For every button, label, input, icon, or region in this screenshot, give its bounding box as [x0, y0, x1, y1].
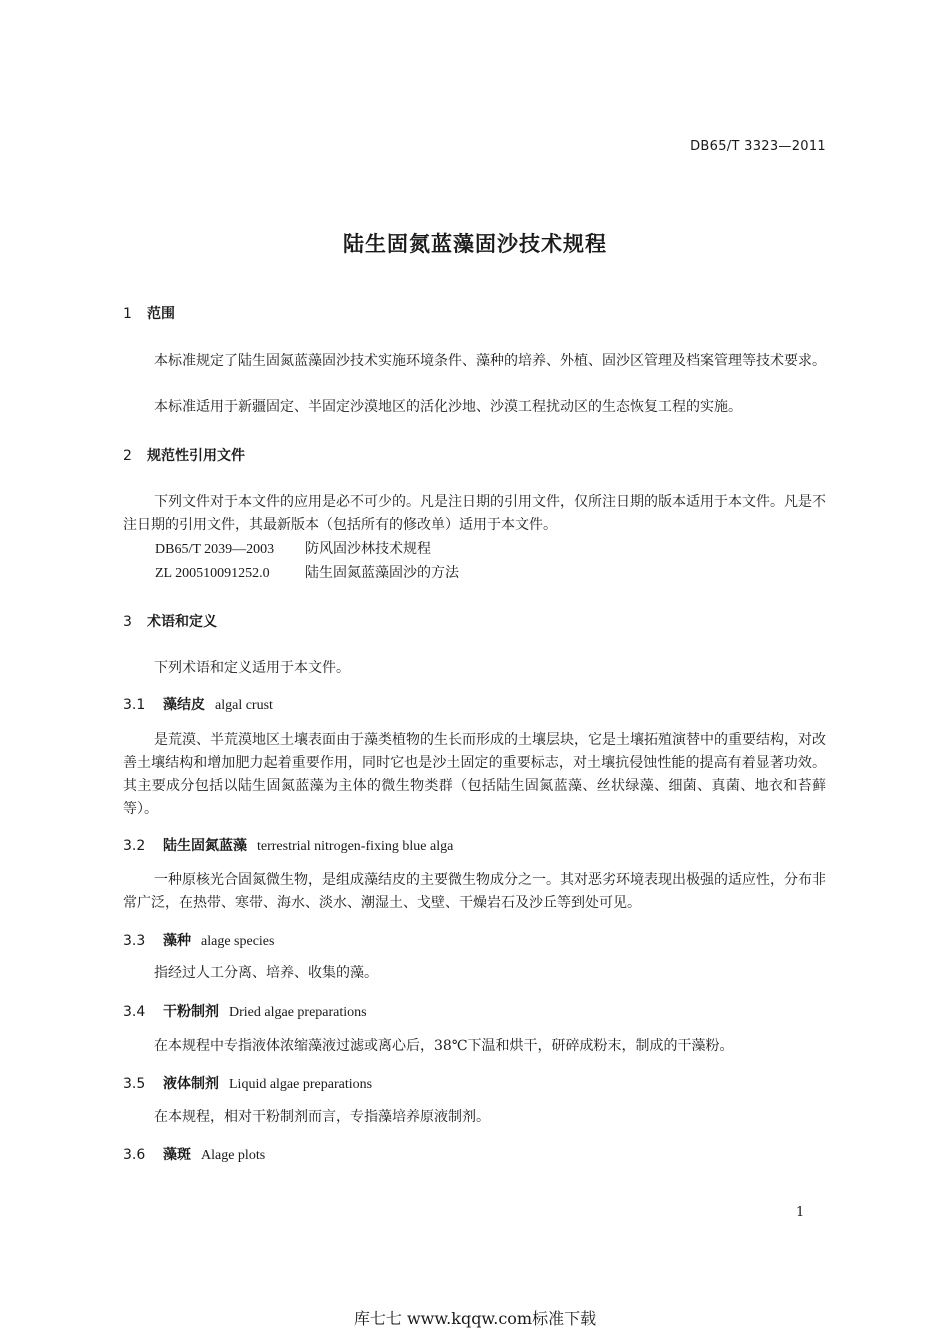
terms-intro-paragraph: 下列术语和定义适用于本文件。	[154, 660, 350, 676]
section-2-heading	[123, 445, 245, 465]
reference-title: 陆生固氮蓝藻固沙的方法	[305, 565, 459, 581]
term-en: terrestrial nitrogen-fixing blue alga	[257, 839, 454, 854]
section-1-heading	[123, 303, 175, 323]
term-heading	[123, 1144, 265, 1164]
term-number: 3.6	[123, 1147, 146, 1163]
footer-watermark: 库七七 www.kqqw.com标准下载	[353, 1309, 597, 1328]
reference-code: ZL 200510091252.0	[155, 566, 270, 581]
reference-item	[155, 538, 858, 561]
scope-paragraph-1: 本标准规定了陆生固氮蓝藻固沙技术实施环境条件、藻种的培养、外植、固沙区管理及档案管理等技术要求。	[154, 353, 826, 369]
term-zh: 陆生固氮蓝藻	[163, 838, 247, 854]
term-zh: 藻斑	[163, 1147, 191, 1163]
reference-code: DB65/T 2039—2003	[155, 542, 275, 557]
section-number: 3	[123, 614, 132, 630]
term-heading	[123, 694, 273, 714]
term-definition: 是荒漠、半荒漠地区土壤表面由于藻类植物的生长而形成的土壤层块，它是土壤拓殖演替中的重要结构，对改善土壤结构和增加肥力起着重要作用，同时它也是沙土固定的重要标志，对土壤抗侵蚀性能的提高有着显著功效。其主要成分包括以陆生固氮蓝藻为主体的微生物类群（包括陆生固氮蓝藻、丝状绿藻、细菌、真菌、地衣和苔藓等）。	[123, 732, 826, 817]
term-number: 3.1	[123, 697, 146, 713]
term-en: alage species	[201, 934, 275, 949]
term-number: 3.2	[123, 838, 146, 854]
section-number: 1	[123, 306, 132, 322]
term-zh: 干粉制剂	[163, 1004, 219, 1020]
term-en: algal crust	[215, 698, 273, 713]
term-number: 3.5	[123, 1076, 146, 1092]
term-zh: 藻种	[163, 933, 191, 949]
reference-title: 防风固沙林技术规程	[305, 541, 431, 557]
standard-code: DB65/T 3323—2011	[690, 139, 826, 154]
term-zh: 液体制剂	[163, 1076, 219, 1092]
term-number: 3.4	[123, 1004, 146, 1020]
scope-paragraph-2: 本标准适用于新疆固定、半固定沙漠地区的活化沙地、沙漠工程扰动区的生态恢复工程的实施。	[154, 399, 742, 415]
term-definition: 指经过人工分离、培养、收集的藻。	[154, 965, 378, 981]
term-heading	[123, 1001, 367, 1021]
term-zh: 藻结皮	[163, 697, 205, 713]
term-heading	[123, 1073, 372, 1093]
term-definition: 在本规程，相对干粉制剂而言，专指藻培养原液制剂。	[154, 1109, 490, 1125]
reference-item	[155, 562, 858, 585]
term-en: Dried algae preparations	[229, 1005, 367, 1020]
term-definition: 在本规程中专指液体浓缩藻液过滤或离心后，38℃下温和烘干，研碎成粉末，制成的干藻粉。	[154, 1038, 734, 1054]
term-en: Alage plots	[201, 1148, 266, 1163]
section-title: 范围	[147, 306, 175, 322]
section-title: 规范性引用文件	[147, 448, 245, 464]
term-en: Liquid algae preparations	[229, 1077, 373, 1092]
document-title: 陆生固氮蓝藻固沙技术规程	[343, 232, 607, 256]
term-definition: 一种原核光合固氮微生物，是组成藻结皮的主要微生物成分之一。其对恶劣环境表现出极强的适应性，分布非常广泛，在热带、寒带、海水、淡水、潮湿土、戈壁、干燥岩石及沙丘等到处可见。	[123, 872, 826, 911]
term-number: 3.3	[123, 933, 146, 949]
term-heading	[123, 930, 274, 950]
section-number: 2	[123, 448, 132, 464]
page-number: 1	[796, 1205, 805, 1220]
section-title: 术语和定义	[147, 614, 217, 630]
references-paragraph: 下列文件对于本文件的应用是必不可少的。凡是注日期的引用文件，仅所注日期的版本适用于本文件。凡是不注日期的引用文件，其最新版本（包括所有的修改单）适用于本文件。	[123, 494, 826, 533]
term-heading	[123, 835, 453, 855]
section-3-heading	[123, 611, 217, 631]
